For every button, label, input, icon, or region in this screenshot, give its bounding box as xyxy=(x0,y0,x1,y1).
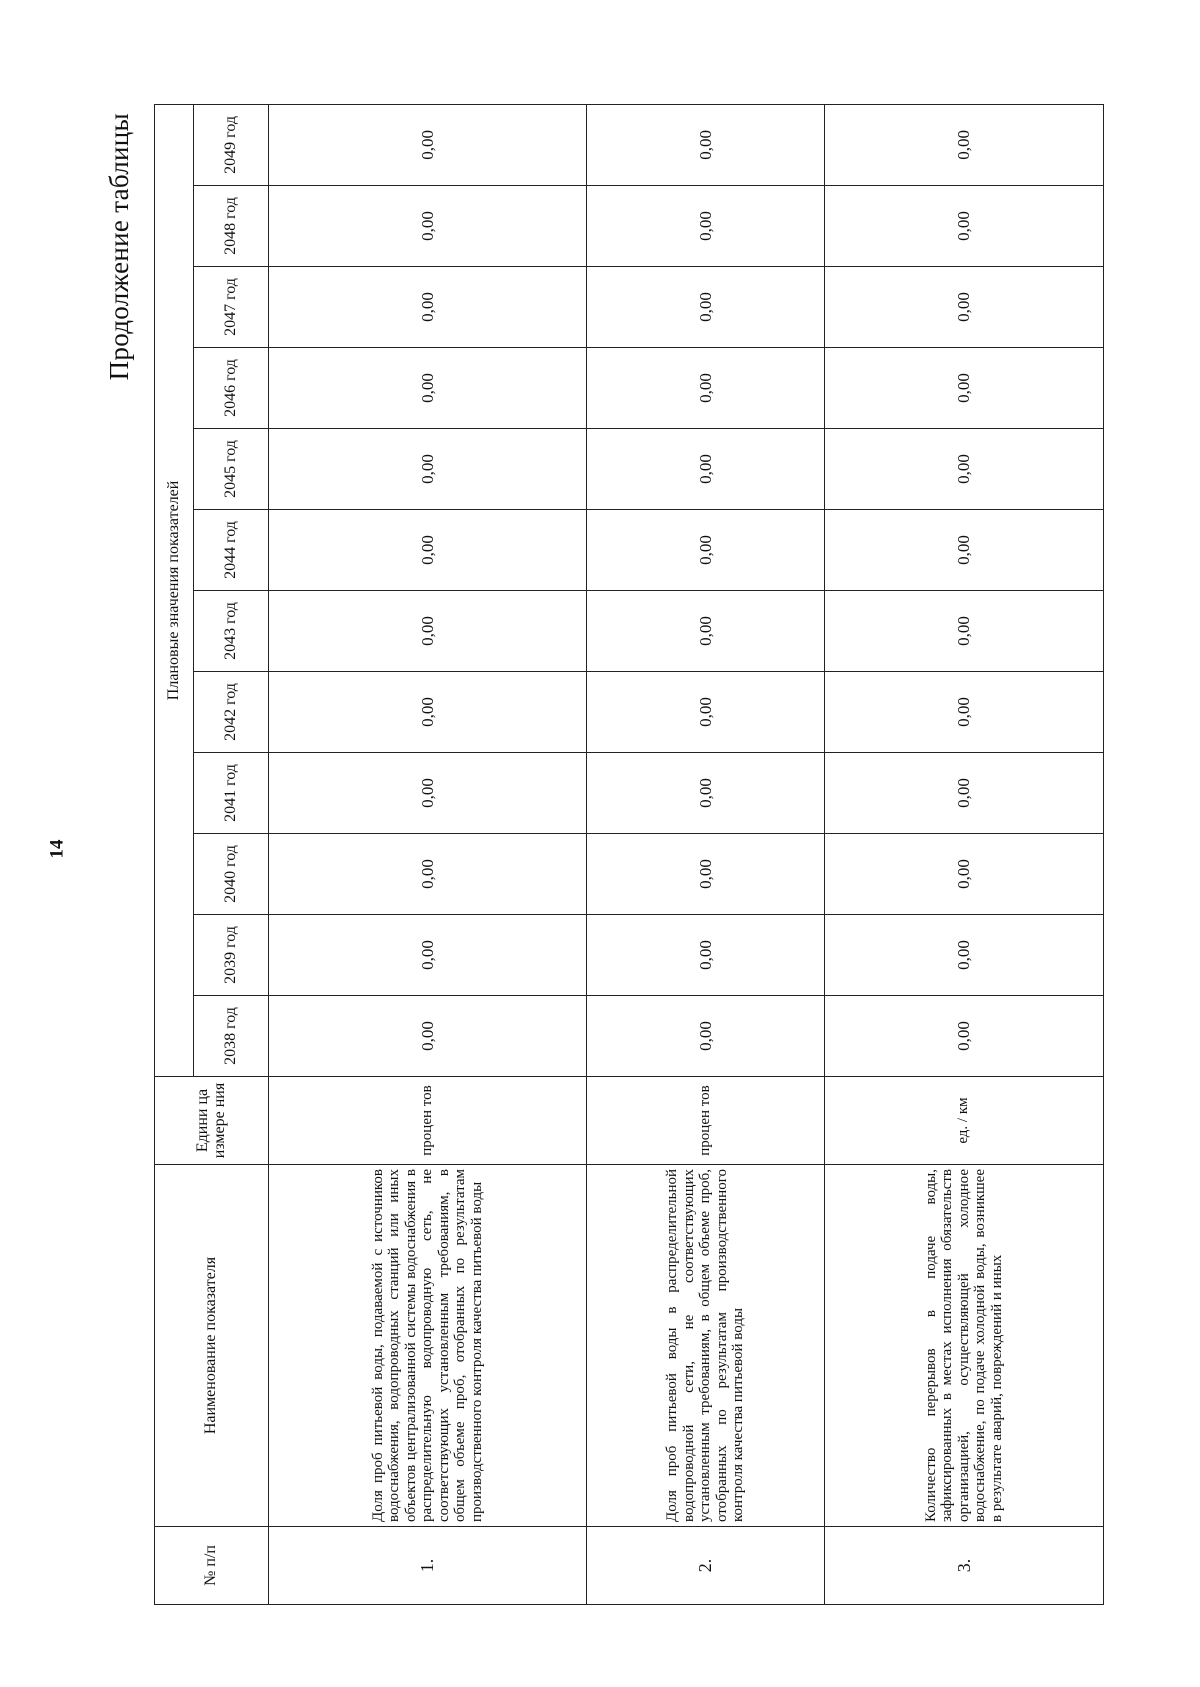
value-cell: 0,00 xyxy=(587,510,825,591)
value-cell: 0,00 xyxy=(825,834,1104,915)
value-cell: 0,00 xyxy=(269,104,587,185)
row-index: 1. xyxy=(269,1527,587,1605)
value-cell: 0,00 xyxy=(825,753,1104,834)
indicator-name: Доля проб питьевой воды, подаваемой с источников водоснабжения, водопроводных станций или иных объектов централизованной системы водоснабжения в распределительную водопроводную сеть, не соответствующих установленным требованиям, в общем объеме проб, отобранных по результатам производственного контроля качества питьевой воды xyxy=(269,1165,587,1527)
value-cell: 0,00 xyxy=(269,753,587,834)
value-cell: 0,00 xyxy=(587,915,825,996)
value-cell: 0,00 xyxy=(825,915,1104,996)
value-cell: 0,00 xyxy=(825,429,1104,510)
value-cell: 0,00 xyxy=(587,591,825,672)
header-year: 2044 год xyxy=(194,510,269,591)
unit-cell: процен тов xyxy=(269,1077,587,1165)
value-cell: 0,00 xyxy=(587,104,825,185)
value-cell: 0,00 xyxy=(825,591,1104,672)
header-year: 2046 год xyxy=(194,348,269,429)
table-row xyxy=(587,104,825,1604)
header-year: 2040 год xyxy=(194,834,269,915)
header-year: 2047 год xyxy=(194,267,269,348)
rotated-page-content xyxy=(94,105,1104,1605)
value-cell: 0,00 xyxy=(825,348,1104,429)
indicator-name: Количество перерывов в подаче воды, зафиксированных в местах исполнения обязательств организацией, осуществляющей холодное водоснабжение, по подаче холодной воды, возникшее в результате аварий, повреждений и иных xyxy=(825,1165,1104,1527)
header-year: 2048 год xyxy=(194,186,269,267)
value-cell: 0,00 xyxy=(825,104,1104,185)
value-cell: 0,00 xyxy=(587,348,825,429)
indicators-table xyxy=(154,104,1104,1605)
header-unit: Едини ца измере ния xyxy=(155,1077,269,1165)
header-year: 2045 год xyxy=(194,429,269,510)
header-plan-values: Плановые значения показателей xyxy=(155,104,194,1076)
header-year: 2043 год xyxy=(194,591,269,672)
value-cell: 0,00 xyxy=(269,672,587,753)
value-cell: 0,00 xyxy=(825,672,1104,753)
value-cell: 0,00 xyxy=(269,348,587,429)
value-cell: 0,00 xyxy=(269,834,587,915)
value-cell: 0,00 xyxy=(269,267,587,348)
value-cell: 0,00 xyxy=(269,996,587,1077)
value-cell: 0,00 xyxy=(587,429,825,510)
unit-cell: ед. / км xyxy=(825,1077,1104,1165)
header-year: 2042 год xyxy=(194,672,269,753)
value-cell: 0,00 xyxy=(825,186,1104,267)
header-num: № п/п xyxy=(155,1527,269,1605)
value-cell: 0,00 xyxy=(587,186,825,267)
row-index: 3. xyxy=(825,1527,1104,1605)
value-cell: 0,00 xyxy=(269,915,587,996)
value-cell: 0,00 xyxy=(269,186,587,267)
value-cell: 0,00 xyxy=(269,429,587,510)
header-row-1 xyxy=(155,104,194,1604)
value-cell: 0,00 xyxy=(587,267,825,348)
header-year: 2041 год xyxy=(194,753,269,834)
value-cell: 0,00 xyxy=(825,996,1104,1077)
value-cell: 0,00 xyxy=(825,267,1104,348)
value-cell: 0,00 xyxy=(587,834,825,915)
value-cell: 0,00 xyxy=(269,591,587,672)
header-year: 2038 год xyxy=(194,996,269,1077)
value-cell: 0,00 xyxy=(587,753,825,834)
value-cell: 0,00 xyxy=(587,672,825,753)
value-cell: 0,00 xyxy=(825,510,1104,591)
value-cell: 0,00 xyxy=(269,510,587,591)
table-caption: Продолжение таблицы xyxy=(104,113,134,381)
table-row xyxy=(269,104,587,1604)
unit-cell: процен тов xyxy=(587,1077,825,1165)
page-number: 14 xyxy=(46,839,68,859)
header-year: 2049 год xyxy=(194,104,269,185)
indicator-name: Доля проб питьевой воды в распределительной водопроводной сети, не соответствующих установленным требованиям, в общем объеме проб, отобранных по результатам производственного контроля качества питьевой воды xyxy=(587,1165,825,1527)
header-name: Наименование показателя xyxy=(155,1165,269,1527)
value-cell: 0,00 xyxy=(587,996,825,1077)
row-index: 2. xyxy=(587,1527,825,1605)
table-row xyxy=(825,104,1104,1604)
header-year: 2039 год xyxy=(194,915,269,996)
